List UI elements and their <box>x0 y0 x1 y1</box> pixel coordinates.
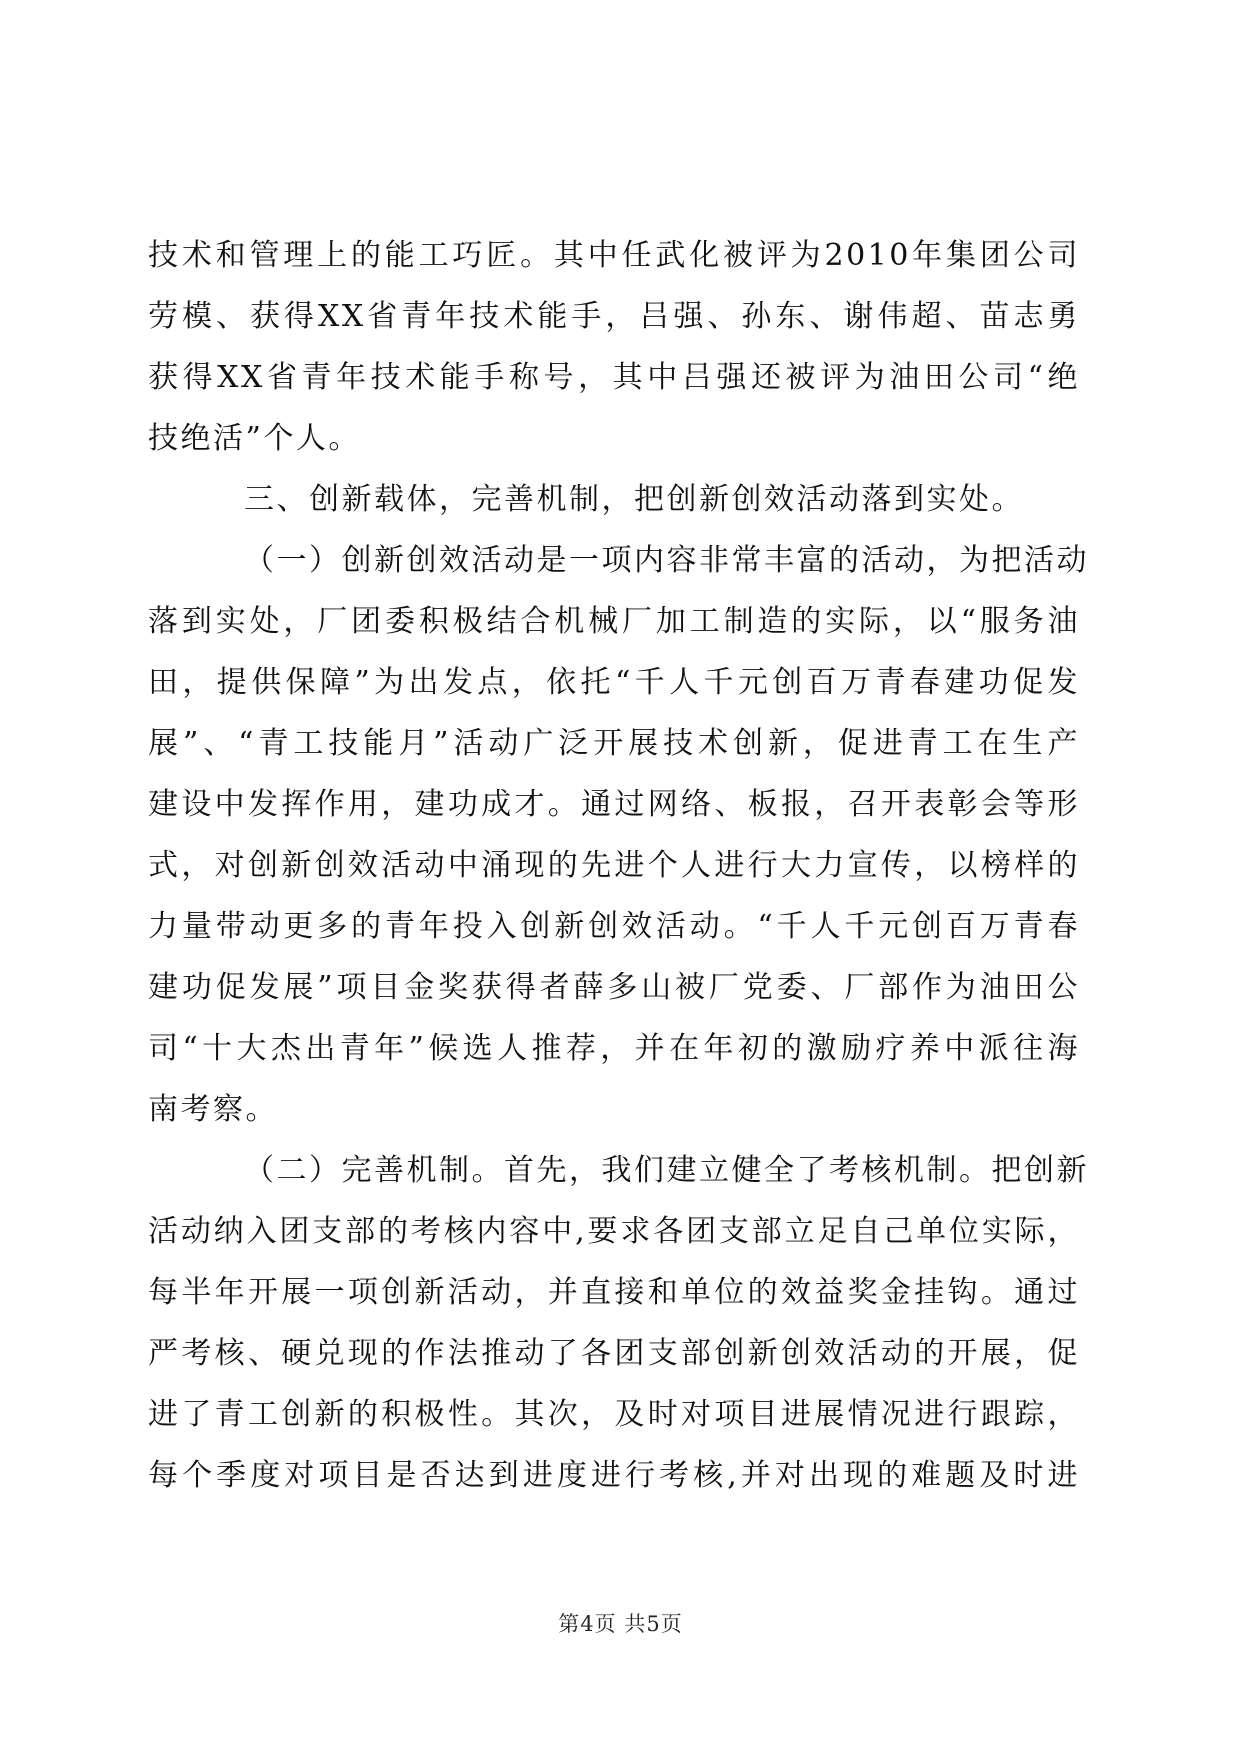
text-line: 进了青工创新的积极性。其次，及时对项目进展情况进行跟踪， <box>148 1397 1080 1432</box>
text-line: 田，提供保障”为出发点，依托“千人千元创百万青春建功促发 <box>148 665 1080 700</box>
text-line: 技绝活”个人。 <box>148 421 361 456</box>
text-line: （一）创新创效活动是一项内容非常丰富的活动，为把活动 <box>244 543 1089 578</box>
text-line: （二）完善机制。首先，我们建立健全了考核机制。把创新 <box>244 1153 1089 1188</box>
text-line: 司“十大杰出青年”候选人推荐，并在年初的激励疗养中派往海 <box>148 1031 1080 1066</box>
text-line: 建设中发挥作用，建功成才。通过网络、板报，召开表彰会等形 <box>148 787 1080 822</box>
text-line: 每个季度对项目是否达到进度进行考核,并对出现的难题及时进 <box>148 1458 1080 1493</box>
body-text <box>148 225 1089 1506</box>
text-line: 活动纳入团支部的考核内容中,要求各团支部立足自己单位实际， <box>148 1214 1080 1249</box>
text-line: 落到实处，厂团委积极结合机械厂加工制造的实际，以“服务油 <box>148 604 1080 639</box>
text-line: 建功促发展”项目金奖获得者薛多山被厂党委、厂部作为油田公 <box>148 970 1080 1005</box>
text-line: 严考核、硬兑现的作法推动了各团支部创新创效活动的开展，促 <box>148 1336 1080 1371</box>
text-line: 力量带动更多的青年投入创新创效活动。“千人千元创百万青春 <box>148 909 1080 944</box>
page-number-footer: 第4页 共5页 <box>558 1612 683 1636</box>
text-line: 获得XX省青年技术能手称号，其中吕强还被评为油田公司“绝 <box>148 360 1080 395</box>
text-line: 式，对创新创效活动中涌现的先进个人进行大力宣传，以榜样的 <box>148 848 1080 883</box>
text-line: 技术和管理上的能工巧匠。其中任武化被评为2010年集团公司 <box>148 238 1080 273</box>
text-line: 展”、“青工技能月”活动广泛开展技术创新，促进青工在生产 <box>148 726 1080 761</box>
text-line: 南考察。 <box>148 1092 278 1127</box>
text-line: 每半年开展一项创新活动，并直接和单位的效益奖金挂钩。通过 <box>148 1275 1080 1310</box>
text-line: 劳模、获得XX省青年技术能手，吕强、孙东、谢伟超、苗志勇 <box>148 299 1080 334</box>
section-heading: 三、创新载体，完善机制，把创新创效活动落到实处。 <box>244 482 1024 517</box>
